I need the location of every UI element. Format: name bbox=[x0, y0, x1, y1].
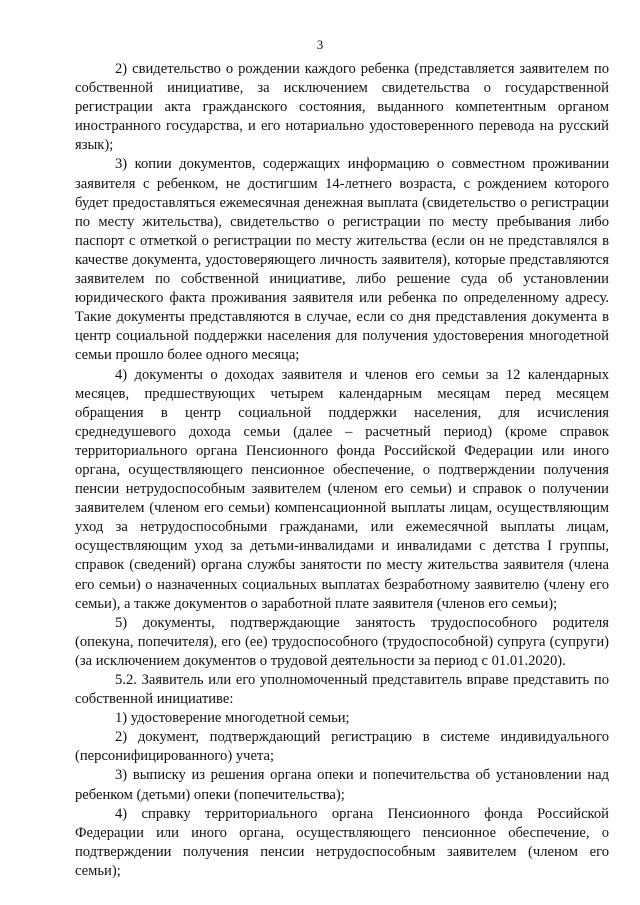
paragraph-employment-documents: 5) документы, подтверждающие занятость трудоспособного родителя (опекуна, попечителя), его (ее) трудоспособного (трудоспособной) супруга (супруги) (за исключением документов о трудовой деятельности за период с 01.01.2020). bbox=[75, 614, 609, 669]
paragraph-large-family-certificate: 1) удостоверение многодетной семьи; bbox=[115, 710, 350, 727]
paragraph-pension-certificate: 4) справку территориального органа Пенсионного фонда Российской Федерации или иного органа, осуществляющего пенсионное обеспечение, о подтверждении получения пенсии нетрудоспособным заявителем (членом его семьи); bbox=[75, 805, 609, 879]
page-number: 3 bbox=[316, 37, 324, 52]
paragraph-income-documents: 4) документы о доходах заявителя и членов его семьи за 12 календарных месяцев, предшествующих четырем календарным месяцам перед месяцем обращения в центр социальной поддержки населения, для исчисления среднедушевого дохода семьи (далее – расчетный период) (кроме справок территориального органа Пенсионного фонда Российской Федерации или иного органа, осуществляющего пенсионное обеспечение, о подтверждении получения пенсии нетрудоспособным заявителем (членом его семьи) и справок о получении заявителем (членом его семьи) компенсационной выплаты лицам, осуществляющим уход за нетрудоспособными гражданами, или ежемесячной выплаты лицам, осуществляющим уход за детьми-инвалидами и инвалидами с детства I группы, справок (сведений) органа службы занятости по месту жительства заявителя (члена его семьи) о назначенных социальных выплатах безработному заявителю (члену его семьи), а также документов о заработной плате заявителя (членов его семьи); bbox=[75, 366, 609, 612]
document-body bbox=[75, 60, 609, 881]
paragraph-section-5-2: 5.2. Заявитель или его уполномоченный представитель вправе представить по собственной инициативе: bbox=[75, 672, 609, 708]
paragraph-residence-documents: 3) копии документов, содержащих информацию о совместном проживании заявителя с ребенком, не достигшим 14-летнего возраста, с рождением которого будет предоставляться ежемесячная денежная выплата (свидетельство о регистрации по месту жительства), свидетельство о регистрации по месту пребывания либо паспорт с отметкой о регистрации по месту жительства (если он не представлялся в качестве документа, удостоверяющего личность заявителя), которые представляются заявителем по собственной инициативе, либо решение суда об установлении юридического факта проживания заявителя или ребенка по определенному адресу. Такие документы представляются в случае, если со дня представления документа в центр социальной поддержки населения для получения удостоверения многодетной семьи прошло более одного месяца; bbox=[75, 156, 609, 364]
paragraph-personal-registration: 2) документ, подтверждающий регистрацию в системе индивидуального (персонифицированного) учета; bbox=[75, 729, 609, 765]
paragraph-guardianship-extract: 3) выписку из решения органа опеки и попечительства об установлении над ребенком (детьми) опеки (попечительства); bbox=[75, 767, 609, 803]
paragraph-birth-certificate: 2) свидетельство о рождении каждого ребенка (представляется заявителем по собственной инициативе, за исключением свидетельства о государственной регистрации акта гражданского состояния, выданного компетентным органом иностранного государства, и его нотариально удостоверенного перевода на русский язык); bbox=[75, 61, 609, 154]
